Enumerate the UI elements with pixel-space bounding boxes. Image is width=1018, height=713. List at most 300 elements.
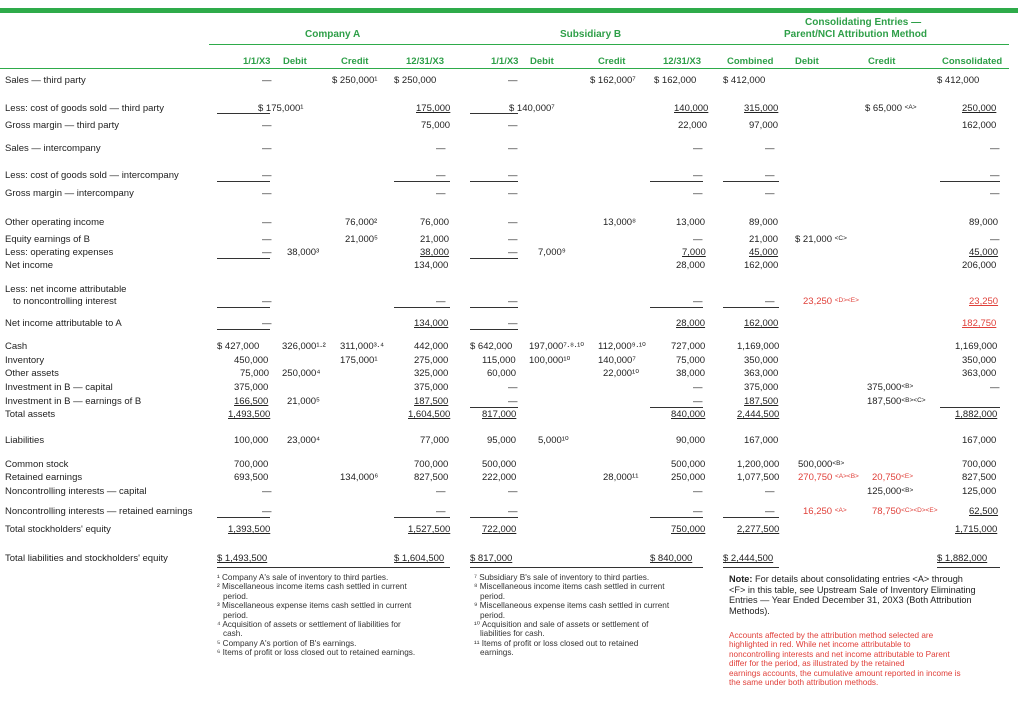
- entry-tag: <E>: [901, 473, 913, 480]
- cell: 134,000⁶: [340, 472, 379, 483]
- cell: $ 2,444,500: [723, 553, 774, 564]
- cell-value: 500,000: [798, 459, 833, 470]
- cell: $ 1,493,500: [217, 553, 268, 564]
- footnote: period.: [223, 610, 249, 620]
- cell: —: [508, 75, 518, 86]
- note-line: Methods).: [729, 605, 770, 616]
- entry-tag: <C><D><E>: [901, 507, 938, 514]
- footnote: liabilities for cash.: [480, 629, 545, 639]
- cell: 45,000: [749, 247, 779, 258]
- cell: 22,000¹⁰: [603, 368, 640, 379]
- cell-value: 375,000: [867, 382, 902, 393]
- red-note-line: noncontrolling interests and net income attributable to Parent: [729, 649, 950, 659]
- cell: 182,750: [962, 318, 997, 329]
- cell: 1,169,000: [955, 341, 998, 352]
- cell: 125,000: [962, 486, 997, 497]
- row-label: Sales — intercompany: [5, 143, 101, 154]
- cell: $ 1,882,000: [937, 553, 988, 564]
- footnotes-subsidiary-b: [474, 573, 669, 658]
- cell: 375,000: [414, 382, 449, 393]
- cell: 140,000⁷: [598, 355, 636, 366]
- colhead-combined: Combined: [727, 56, 774, 67]
- row-label: Less: operating expenses: [5, 247, 114, 258]
- cell: 76,000: [420, 217, 450, 228]
- cell: 700,000: [234, 459, 269, 470]
- cell: 7,000: [682, 247, 706, 258]
- underline: [470, 258, 518, 259]
- cell: 840,000: [671, 409, 706, 420]
- cell: 375,000: [744, 382, 779, 393]
- cell: 167,000: [962, 435, 997, 446]
- underline: [470, 113, 518, 114]
- entry-tag: <C>: [834, 235, 847, 242]
- underline: [394, 517, 450, 518]
- entry-tag: <A>: [834, 507, 847, 514]
- underline: [217, 307, 270, 308]
- cell: —: [262, 188, 272, 199]
- cell: —: [436, 143, 446, 154]
- cell: 38,000: [420, 247, 450, 258]
- header-subsidiary-b: Subsidiary B: [560, 29, 622, 40]
- cell: $ 412,000: [723, 75, 766, 86]
- cell: 2,277,500: [737, 524, 780, 535]
- cell: 315,000: [744, 103, 779, 114]
- cell: 76,000²: [345, 217, 378, 228]
- cell: —: [262, 170, 272, 181]
- footnote: ¹⁰ Acquisition and sale of assets or settlement of: [474, 620, 649, 630]
- footnote: ⁸ Miscellaneous income items cash settled in current: [474, 582, 665, 592]
- underline: [723, 181, 779, 182]
- footnote: ² Miscellaneous income items cash settled in current: [217, 582, 407, 592]
- cell: 1,169,000: [737, 341, 780, 352]
- footnote: period.: [480, 610, 506, 620]
- cell: —: [262, 296, 272, 307]
- cell: 250,000⁴: [282, 368, 321, 379]
- cell: 827,500: [414, 472, 449, 483]
- cell: —: [436, 188, 446, 199]
- cell: —: [693, 234, 703, 245]
- cell: 1,200,000: [737, 459, 780, 470]
- row-label: Liabilities: [5, 435, 45, 446]
- cell: 350,000: [744, 355, 779, 366]
- cell: $ 642,000: [470, 341, 513, 352]
- cell: 442,000: [414, 341, 449, 352]
- cell: 175,000: [416, 103, 451, 114]
- cell: —: [990, 188, 1000, 199]
- footnote: period.: [223, 591, 249, 601]
- cell: 22,000: [678, 120, 708, 131]
- double-underline: [937, 567, 1000, 568]
- cell: 187,500: [414, 396, 449, 407]
- cell: —: [765, 170, 775, 181]
- cell: 222,000: [482, 472, 517, 483]
- cell: [803, 506, 847, 517]
- cell: —: [693, 396, 703, 407]
- cell: 1,527,500: [408, 524, 451, 535]
- note-bold: Note:: [729, 574, 753, 584]
- cell: $ 1,604,500: [394, 553, 445, 564]
- header-rule: [209, 44, 1009, 45]
- cell: 140,000: [674, 103, 709, 114]
- cell: 187,500: [744, 396, 779, 407]
- cell: 1,493,500: [228, 409, 271, 420]
- cell: 134,000: [414, 318, 449, 329]
- cell: 700,000: [962, 459, 997, 470]
- cell: —: [262, 234, 272, 245]
- red-note-line: the same under both attribution methods.: [729, 678, 879, 688]
- footnote: ¹ Company A's sale of inventory to third parties.: [217, 573, 389, 582]
- cell-value: 125,000: [867, 486, 902, 497]
- cell: 28,000¹¹: [603, 472, 639, 483]
- header-consolidating-method: Parent/NCI Attribution Method: [784, 29, 927, 40]
- cell: —: [765, 143, 775, 154]
- cell: 5,000¹⁰: [538, 435, 569, 446]
- cell: 827,500: [962, 472, 997, 483]
- cell: 115,000: [482, 355, 516, 366]
- cell: —: [262, 506, 272, 517]
- cell: 1,393,500: [228, 524, 271, 535]
- cell: [867, 486, 913, 497]
- colhead-b-credit: Credit: [598, 56, 626, 67]
- cell: 134,000: [414, 260, 449, 271]
- footnote: ⁴ Acquisition of assets or settlement of liabilities for: [217, 620, 401, 630]
- row-label: Inventory: [5, 355, 45, 366]
- underline: [650, 517, 703, 518]
- row-label: Other operating income: [5, 217, 105, 228]
- cell: —: [990, 234, 1000, 245]
- cell: 28,000: [676, 318, 706, 329]
- cell: —: [262, 217, 272, 228]
- header-company-a: Company A: [305, 29, 361, 40]
- cell: 363,000: [962, 368, 997, 379]
- cell: —: [262, 318, 272, 329]
- cell: 75,000: [240, 368, 270, 379]
- row-label: Common stock: [5, 459, 69, 470]
- row-label: Less: cost of goods sold — intercompany: [5, 170, 179, 181]
- footnote: cash.: [223, 629, 243, 639]
- cell: —: [508, 318, 518, 329]
- underline: [650, 307, 703, 308]
- cell: 62,500: [969, 506, 999, 517]
- footnotes-company-a: [217, 573, 415, 658]
- underline: [394, 181, 450, 182]
- cell: —: [693, 170, 703, 181]
- cell: 7,000⁹: [538, 247, 566, 258]
- entry-tag: <A><B>: [834, 473, 859, 480]
- footnote: period.: [480, 591, 506, 601]
- cell: 162,000: [744, 318, 779, 329]
- underline: [217, 517, 270, 518]
- cell: —: [436, 486, 446, 497]
- cell: —: [765, 506, 775, 517]
- cell: 1,715,000: [955, 524, 998, 535]
- footnote: ⁶ Items of profit or loss closed out to retained earnings.: [217, 648, 416, 658]
- note-line: [729, 574, 976, 585]
- cell: 38,000: [676, 368, 706, 379]
- red-note-line: highlighted in red. While net income attributable to: [729, 640, 911, 650]
- cell: —: [990, 143, 1000, 154]
- cell: [798, 459, 844, 470]
- underline: [470, 181, 518, 182]
- footnote: ³ Miscellaneous expense items cash settled in current: [217, 601, 412, 611]
- cell: $ 427,000: [217, 341, 260, 352]
- cell: —: [508, 143, 518, 154]
- cell: 100,000¹⁰: [529, 355, 571, 366]
- cell: 77,000: [420, 435, 450, 446]
- cell: 21,000⁵: [287, 396, 320, 407]
- red-note-line: earnings accounts, the cumulative amount reported in income is: [729, 668, 961, 678]
- cell: 21,000⁵: [345, 234, 378, 245]
- cell: 167,000: [744, 435, 779, 446]
- cell: 90,000: [676, 435, 706, 446]
- cell: —: [693, 506, 703, 517]
- cell: —: [436, 170, 446, 181]
- row-label: Investment in B — earnings of B: [5, 396, 142, 407]
- cell: 13,000⁸: [603, 217, 637, 228]
- cell: 1,604,500: [408, 409, 451, 420]
- cell: 21,000: [420, 234, 450, 245]
- entry-tag: <B>: [901, 383, 914, 390]
- cell: —: [693, 382, 703, 393]
- cell: $ 162,000: [654, 75, 697, 86]
- cell: 75,000: [676, 355, 706, 366]
- cell: —: [508, 506, 518, 517]
- cell: —: [508, 170, 518, 181]
- colhead-c-debit: Debit: [795, 56, 819, 67]
- cell: —: [436, 296, 446, 307]
- row-label: Retained earnings: [5, 472, 83, 483]
- underline: [650, 181, 703, 182]
- row-label: Total stockholders' equity: [5, 524, 111, 535]
- cell: 166,500: [234, 396, 269, 407]
- colhead-b-end: 12/31/X3: [663, 56, 702, 67]
- cell: 2,444,500: [737, 409, 780, 420]
- cell: 175,000¹: [340, 355, 378, 366]
- cell: —: [508, 120, 518, 131]
- row-label: Less: net income attributable: [5, 284, 127, 295]
- underline: [217, 329, 270, 330]
- cell: —: [508, 247, 518, 258]
- footnote: ¹¹ Items of profit or loss closed out to retained: [474, 638, 639, 648]
- cell-value: 23,250: [803, 296, 833, 307]
- underline: [650, 407, 703, 408]
- colhead-c-credit: Credit: [868, 56, 896, 67]
- underline: [217, 113, 270, 114]
- row-label: to noncontrolling interest: [13, 296, 117, 307]
- colhead-b-debit: Debit: [530, 56, 554, 67]
- underline: [394, 307, 450, 308]
- cell: —: [693, 486, 703, 497]
- cell-value: $ 65,000: [865, 103, 902, 114]
- cell: $ 140,000⁷: [509, 103, 555, 114]
- red-note-line: differ for the period, as illustrated by the retained: [729, 659, 905, 669]
- row-label: Net income: [5, 260, 54, 271]
- cell: 450,000: [234, 355, 269, 366]
- cell: —: [508, 396, 518, 407]
- attribution-method-note: [729, 631, 961, 687]
- entry-tag: <D><E>: [834, 297, 859, 304]
- cell: 375,000: [234, 382, 269, 393]
- row-label: Less: cost of goods sold — third party: [5, 103, 164, 114]
- entry-tag: <B><C>: [901, 397, 926, 404]
- cell: 13,000: [676, 217, 706, 228]
- cell: —: [765, 486, 775, 497]
- note-line: <F> in this table, see Upstream Sale of Inventory Eliminating: [729, 584, 976, 595]
- header-consolidating: Consolidating Entries —: [805, 17, 922, 28]
- cell: 206,000: [962, 260, 997, 271]
- cell: [872, 506, 938, 517]
- underline: [470, 329, 518, 330]
- colhead-b-beg: 1/1/X3: [491, 56, 519, 67]
- cell: 722,000: [482, 524, 517, 535]
- cell: 23,000⁴: [287, 435, 321, 446]
- row-label: Total liabilities and stockholders' equity: [5, 553, 168, 564]
- cell: 45,000: [969, 247, 999, 258]
- cell: 275,000: [414, 355, 449, 366]
- double-underline: [217, 567, 450, 568]
- cell: 250,000: [671, 472, 706, 483]
- cell: —: [508, 234, 518, 245]
- row-label: Noncontrolling interests — capital: [5, 486, 147, 497]
- cell: $ 817,000: [470, 553, 513, 564]
- cell: —: [765, 296, 775, 307]
- cell: $ 412,000: [937, 75, 980, 86]
- cell: [798, 472, 859, 483]
- cell-value: 270,750: [798, 472, 833, 483]
- cell: —: [508, 217, 518, 228]
- note-text: For details about consolidating entries <A> through: [752, 574, 963, 584]
- cell: 60,000: [487, 368, 517, 379]
- cell: —: [508, 382, 518, 393]
- footnote: ⁷ Subsidiary B's sale of inventory to third parties.: [474, 573, 650, 582]
- cell-value: 20,750: [872, 472, 902, 483]
- cell: $ 250,000¹: [332, 75, 378, 86]
- colhead-a-debit: Debit: [283, 56, 307, 67]
- cell: [872, 472, 913, 483]
- cell: 23,250: [969, 296, 999, 307]
- cell: 75,000: [421, 120, 451, 131]
- cell: 28,000: [676, 260, 706, 271]
- cell: $ 250,000: [394, 75, 437, 86]
- red-note-line: Accounts affected by the attribution method selected are: [729, 631, 934, 640]
- cell: 89,000: [969, 217, 999, 228]
- cell: 250,000: [962, 103, 997, 114]
- colhead-a-credit: Credit: [341, 56, 369, 67]
- entry-tag: <B>: [901, 487, 914, 494]
- consolidating-note: [729, 574, 976, 616]
- colhead-a-beg: 1/1/X3: [243, 56, 271, 67]
- cell-value: $ 21,000: [795, 234, 832, 245]
- row-label: Gross margin — third party: [5, 120, 120, 131]
- cell: 1,077,500: [737, 472, 780, 483]
- cell: —: [262, 486, 272, 497]
- cell-value: 16,250: [803, 506, 833, 517]
- cell: $ 162,000⁷: [590, 75, 636, 86]
- cell: 1,882,000: [955, 409, 998, 420]
- cell: —: [990, 382, 1000, 393]
- cell: 162,000: [962, 120, 997, 131]
- cell: —: [990, 170, 1000, 181]
- cell: $ 175,000¹: [258, 103, 304, 114]
- note-line: Entries — Year Ended December 31, 20X3 (Both Attribution: [729, 595, 972, 606]
- row-label: Other assets: [5, 368, 59, 379]
- row-label: Total assets: [5, 409, 56, 420]
- row-label: Sales — third party: [5, 75, 86, 86]
- row-label: Equity earnings of B: [5, 234, 91, 245]
- colhead-a-end: 12/31/X3: [406, 56, 445, 67]
- cell: —: [262, 247, 272, 258]
- cell: 95,000: [487, 435, 517, 446]
- top-accent-bar: [0, 8, 1018, 13]
- cell: —: [693, 188, 703, 199]
- cell: 89,000: [749, 217, 779, 228]
- cell: 350,000: [962, 355, 997, 366]
- cell: —: [262, 143, 272, 154]
- cell: 162,000: [744, 260, 779, 271]
- row-label: Noncontrolling interests — retained earnings: [5, 506, 193, 517]
- underline: [217, 258, 270, 259]
- cell: [795, 234, 847, 245]
- cell: —: [508, 188, 518, 199]
- cell: —: [693, 296, 703, 307]
- cell: 97,000: [749, 120, 779, 131]
- cell: 817,000: [482, 409, 517, 420]
- cell: 727,000: [671, 341, 706, 352]
- cell: 500,000: [482, 459, 517, 470]
- entry-tag: <A>: [904, 104, 917, 111]
- underline: [470, 307, 518, 308]
- entry-tag: <B>: [832, 460, 845, 467]
- underline: [723, 517, 779, 518]
- cell: 311,000³·⁴: [340, 341, 385, 352]
- cell: 197,000⁷·⁸·¹⁰: [529, 341, 585, 352]
- cell: [803, 296, 859, 307]
- cell: —: [262, 120, 272, 131]
- cell: —: [693, 143, 703, 154]
- cell: 693,500: [234, 472, 269, 483]
- cell-value: 78,750: [872, 506, 902, 517]
- footnote: ⁵ Company A's portion of B's earnings.: [217, 638, 357, 648]
- cell: —: [508, 486, 518, 497]
- double-underline: [470, 567, 703, 568]
- cell: —: [508, 296, 518, 307]
- cell-value: 187,500: [867, 396, 902, 407]
- row-label: Net income attributable to A: [5, 318, 122, 329]
- underline: [940, 181, 1000, 182]
- cell: 750,000: [671, 524, 706, 535]
- row-label: Gross margin — intercompany: [5, 188, 134, 199]
- cell: —: [436, 506, 446, 517]
- cell: [867, 396, 926, 407]
- underline: [470, 407, 518, 408]
- cell: 700,000: [414, 459, 449, 470]
- double-underline: [723, 567, 779, 568]
- cell: 38,000³: [287, 247, 320, 258]
- footnote: ⁹ Miscellaneous expense items cash settled in current: [474, 601, 670, 611]
- underline: [217, 181, 270, 182]
- colhead-rule: [0, 68, 1009, 69]
- cell: —: [262, 75, 272, 86]
- cell: 500,000: [671, 459, 706, 470]
- cell: 100,000: [234, 435, 269, 446]
- footnote: earnings.: [480, 648, 514, 658]
- row-label: Investment in B — capital: [5, 382, 113, 393]
- colhead-consolidated: Consolidated: [942, 56, 1003, 67]
- cell: —: [765, 188, 775, 199]
- row-label: Cash: [5, 341, 28, 352]
- underline: [470, 517, 518, 518]
- cell: [865, 103, 917, 114]
